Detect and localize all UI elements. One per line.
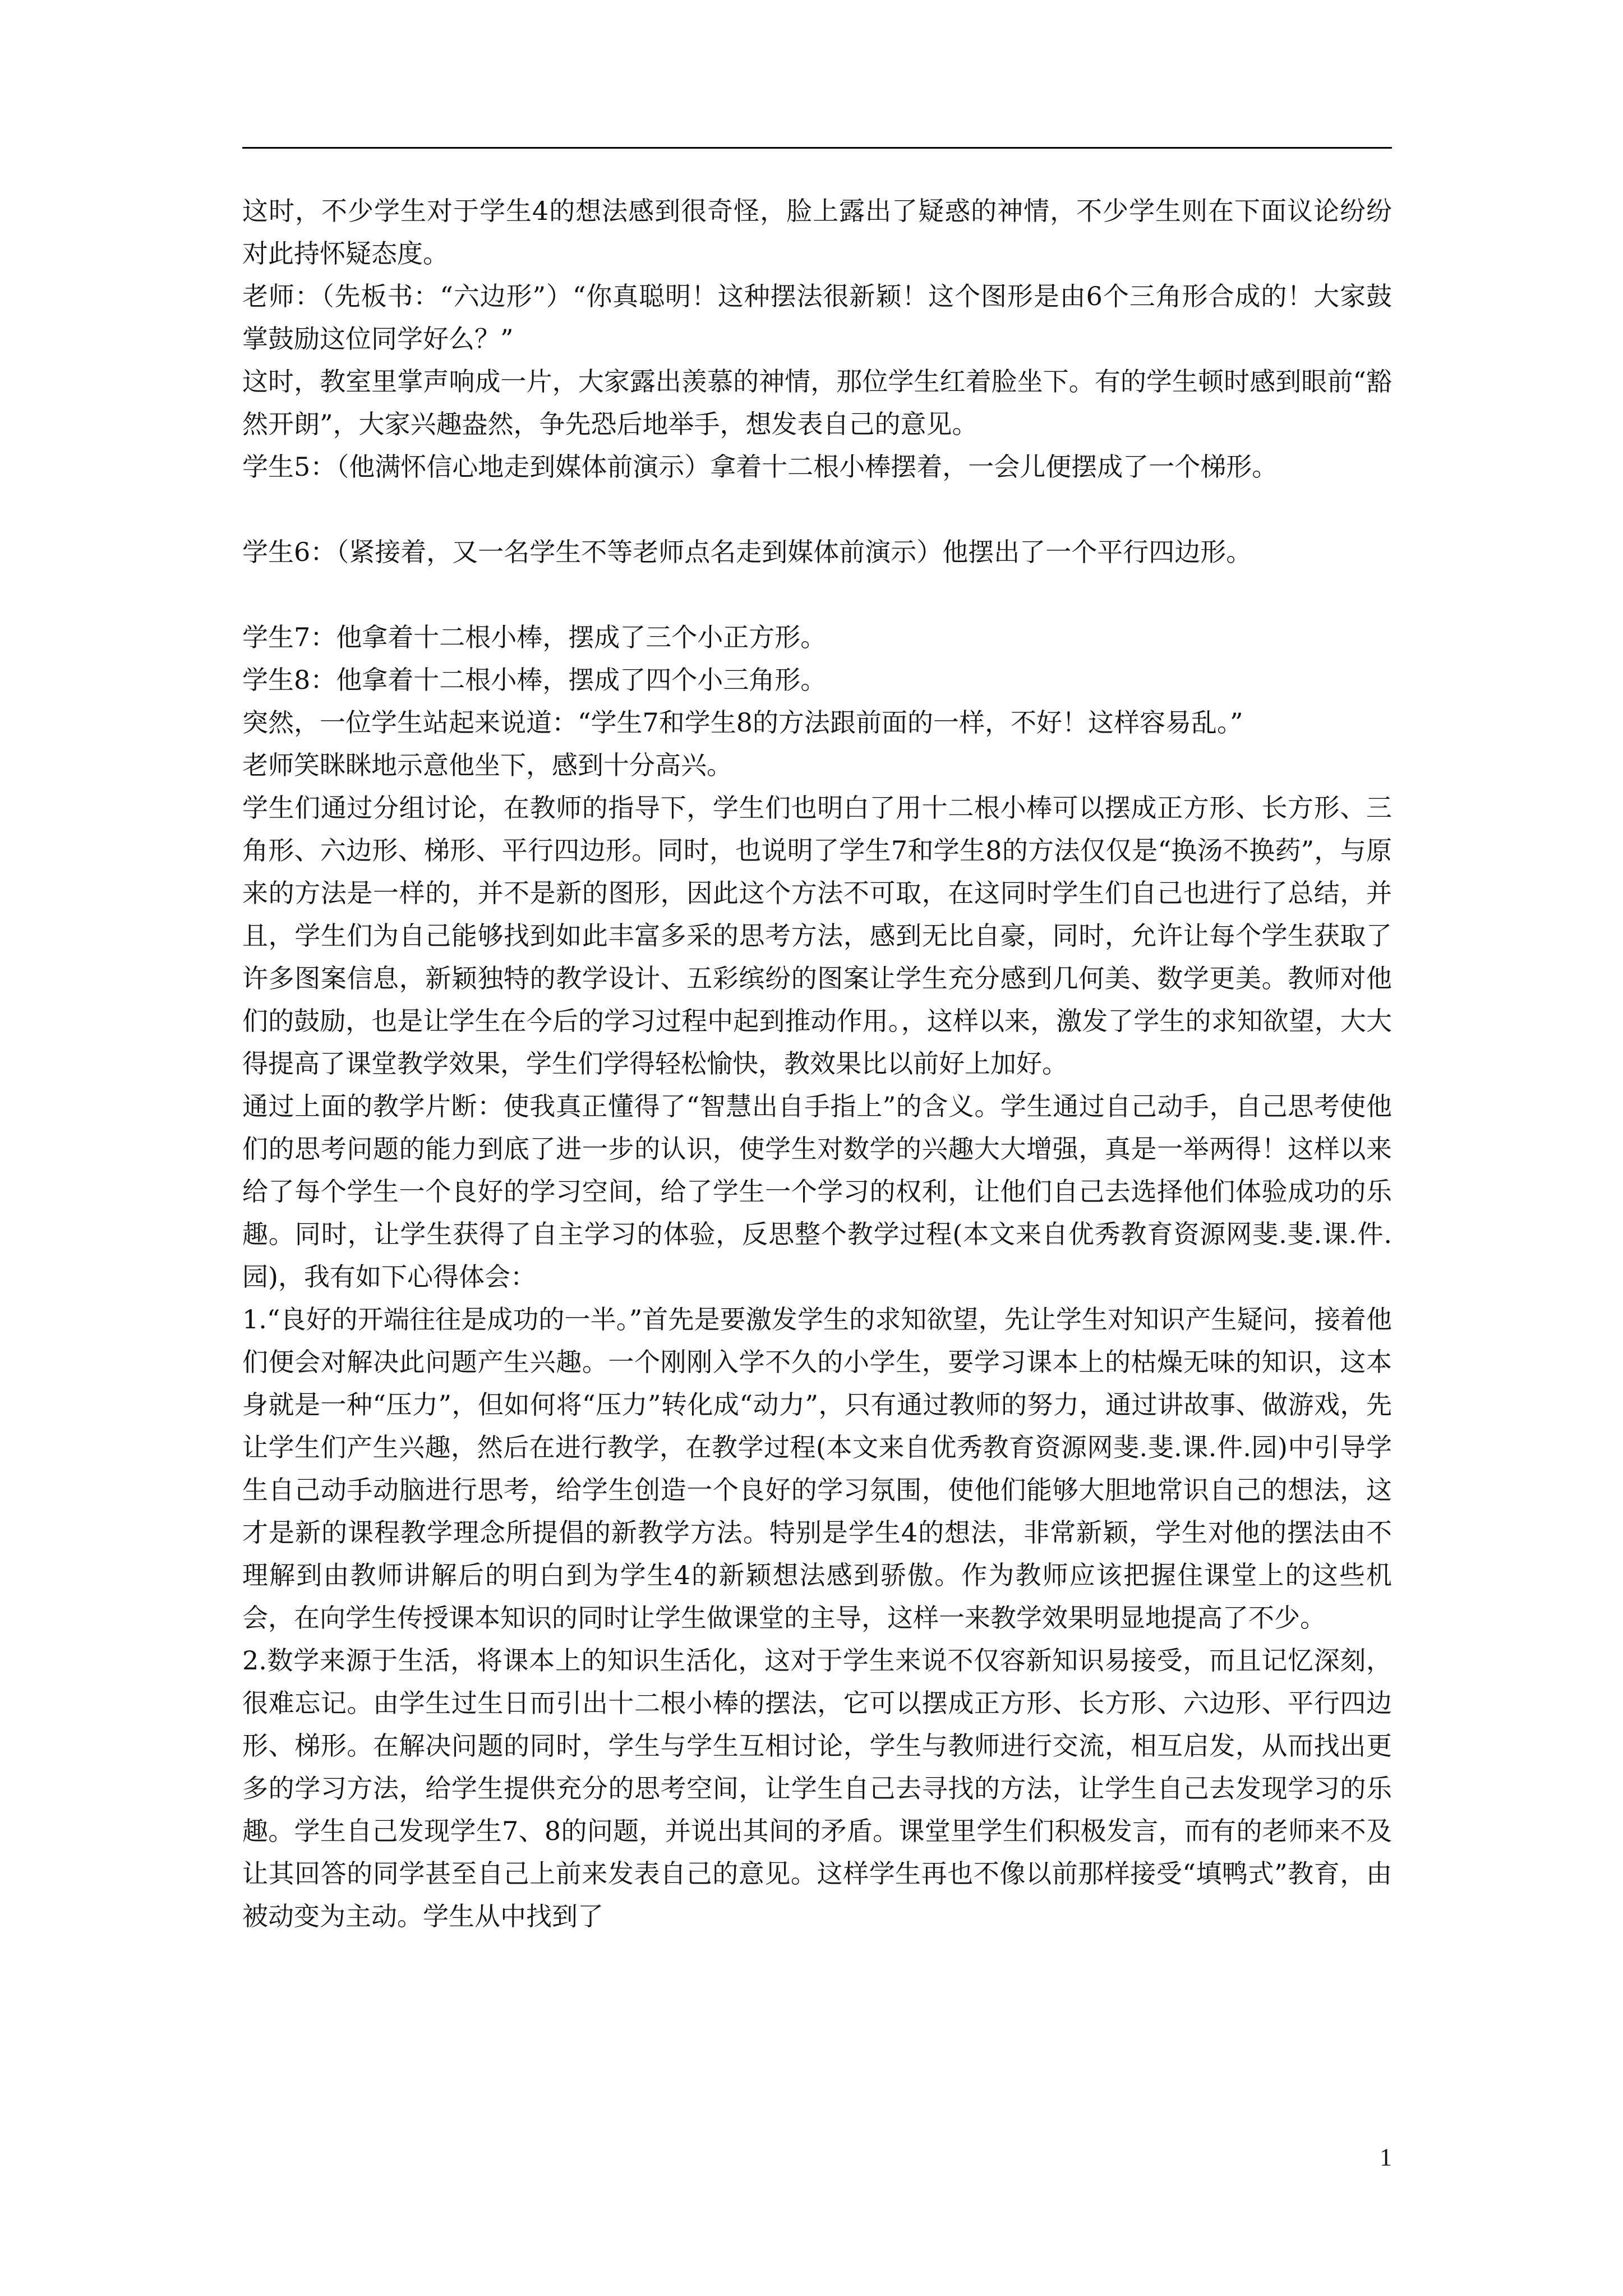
paragraph: 这时，教室里掌声响成一片，大家露出羡慕的神情，那位学生红着脸坐下。有的学生顿时感到眼前“豁然开朗”，大家兴趣盎然，争先恐后地举手，想发表自己的意见。 (242, 366, 1392, 439)
paragraph: 老师笑眯眯地示意他坐下，感到十分高兴。 (242, 750, 732, 780)
header-rule (242, 147, 1392, 149)
paragraph: 学生6：（紧接着，又一名学生不等老师点名走到媒体前演示）他摆出了一个平行四边形。 (242, 537, 1252, 567)
paragraph: 学生7：他拿着十二根小棒，摆成了三个小正方形。 (242, 622, 827, 652)
paragraph: 突然，一位学生站起来说道：“学生7和学生8的方法跟前面的一样，不好！这样容易乱。” (242, 707, 1243, 738)
paragraph: 通过上面的教学片断：使我真正懂得了“智慧出自手指上”的含义。学生通过自己动手，自己思考使他们的思考问题的能力到底了进一步的认识，使学生对数学的兴趣大大增强，真是一举两得！这样以来给了每个学生一个良好的学习空间，给了学生一个学习的权利，让他们自己去选择他们体验成功的乐趣。同时，让学生获得了自主学习的体验，反思整个教学过程(本文来自优秀教育资源网斐.斐.课.件.园)，我有如下心得体会： (242, 1091, 1392, 1292)
paragraph: 学生们通过分组讨论，在教师的指导下，学生们也明白了用十二根小棒可以摆成正方形、长方形、三角形、六边形、梯形、平行四边形。同时，也说明了学生7和学生8的方法仅仅是“换汤不换药”，与原来的方法是一样的，并不是新的图形，因此这个方法不可取，在这同时学生们自己也进行了总结，并且，学生们为自己能够找到如此丰富多采的思考方法，感到无比自豪，同时，允许让每个学生获取了许多图案信息，新颖独特的教学设计、五彩缤纷的图案让学生充分感到几何美、数学更美。教师对他们的鼓励，也是让学生在今后的学习过程中起到推动作用。，这样以来，激发了学生的求知欲望，大大得提高了课堂教学效果，学生们学得轻松愉快，教效果比以前好上加好。 (242, 793, 1392, 1079)
paragraph: 学生5：（他满怀信心地走到媒体前演示）拿着十二根小棒摆着，一会儿便摆成了一个梯形。 (242, 452, 1278, 482)
paragraph: 2.数学来源于生活，将课本上的知识生活化，这对于学生来说不仅容新知识易接受，而且记忆深刻，很难忘记。由学生过生日而引出十二根小棒的摆法，它可以摆成正方形、长方形、六边形、平行四边形、梯形。在解决问题的同时，学生与学生互相讨论，学生与教师进行交流，相互启发，从而找出更多的学习方法，给学生提供充分的思考空间，让学生自己去寻找的方法，让学生自己去发现学习的乐趣。学生自己发现学生7、8的问题，并说出其间的矛盾。课堂里学生们积极发言，而有的老师来不及让其回答的同学甚至自己上前来发表自己的意见。这样学生再也不像以前那样接受“填鸭式”教育，由被动变为主动。学生从中找到了 (242, 1645, 1392, 1931)
paragraph: 这时，不少学生对于学生4的想法感到很奇怪，脸上露出了疑惑的神情，不少学生则在下面议论纷纷对此持怀疑态度。 (242, 196, 1392, 269)
paragraph: 老师：（先板书：“六边形”）“你真聪明！这种摆法很新颖！这个图形是由6个三角形合成的！大家鼓掌鼓励这位同学好么？” (242, 281, 1392, 354)
page-number: 1 (1380, 2143, 1392, 2171)
paragraph: 1.“良好的开端往往是成功的一半。”首先是要激发学生的求知欲望，先让学生对知识产生疑问，接着他们便会对解决此问题产生兴趣。一个刚刚入学不久的小学生，要学习课本上的枯燥无味的知识，这本身就是一种“压力”，但如何将“压力”转化成“动力”，只有通过教师的努力，通过讲故事、做游戏，先让学生们产生兴趣，然后在进行教学，在教学过程(本文来自优秀教育资源网斐.斐.课.件.园)中引导学生自己动手动脑进行思考，给学生创造一个良好的学习氛围，使他们能够大胆地常识自己的想法，这才是新的课程教学理念所提倡的新教学方法。特别是学生4的想法，非常新颖，学生对他的摆法由不理解到由教师讲解后的明白到为学生4的新颖想法感到骄傲。作为教师应该把握住课堂上的这些机会，在向学生传授课本知识的同时让学生做课堂的主导，这样一来教学效果明显地提高了不少。 (242, 1304, 1392, 1633)
paragraph: 学生8：他拿着十二根小棒，摆成了四个小三角形。 (242, 665, 827, 695)
body-text (242, 190, 1392, 1938)
